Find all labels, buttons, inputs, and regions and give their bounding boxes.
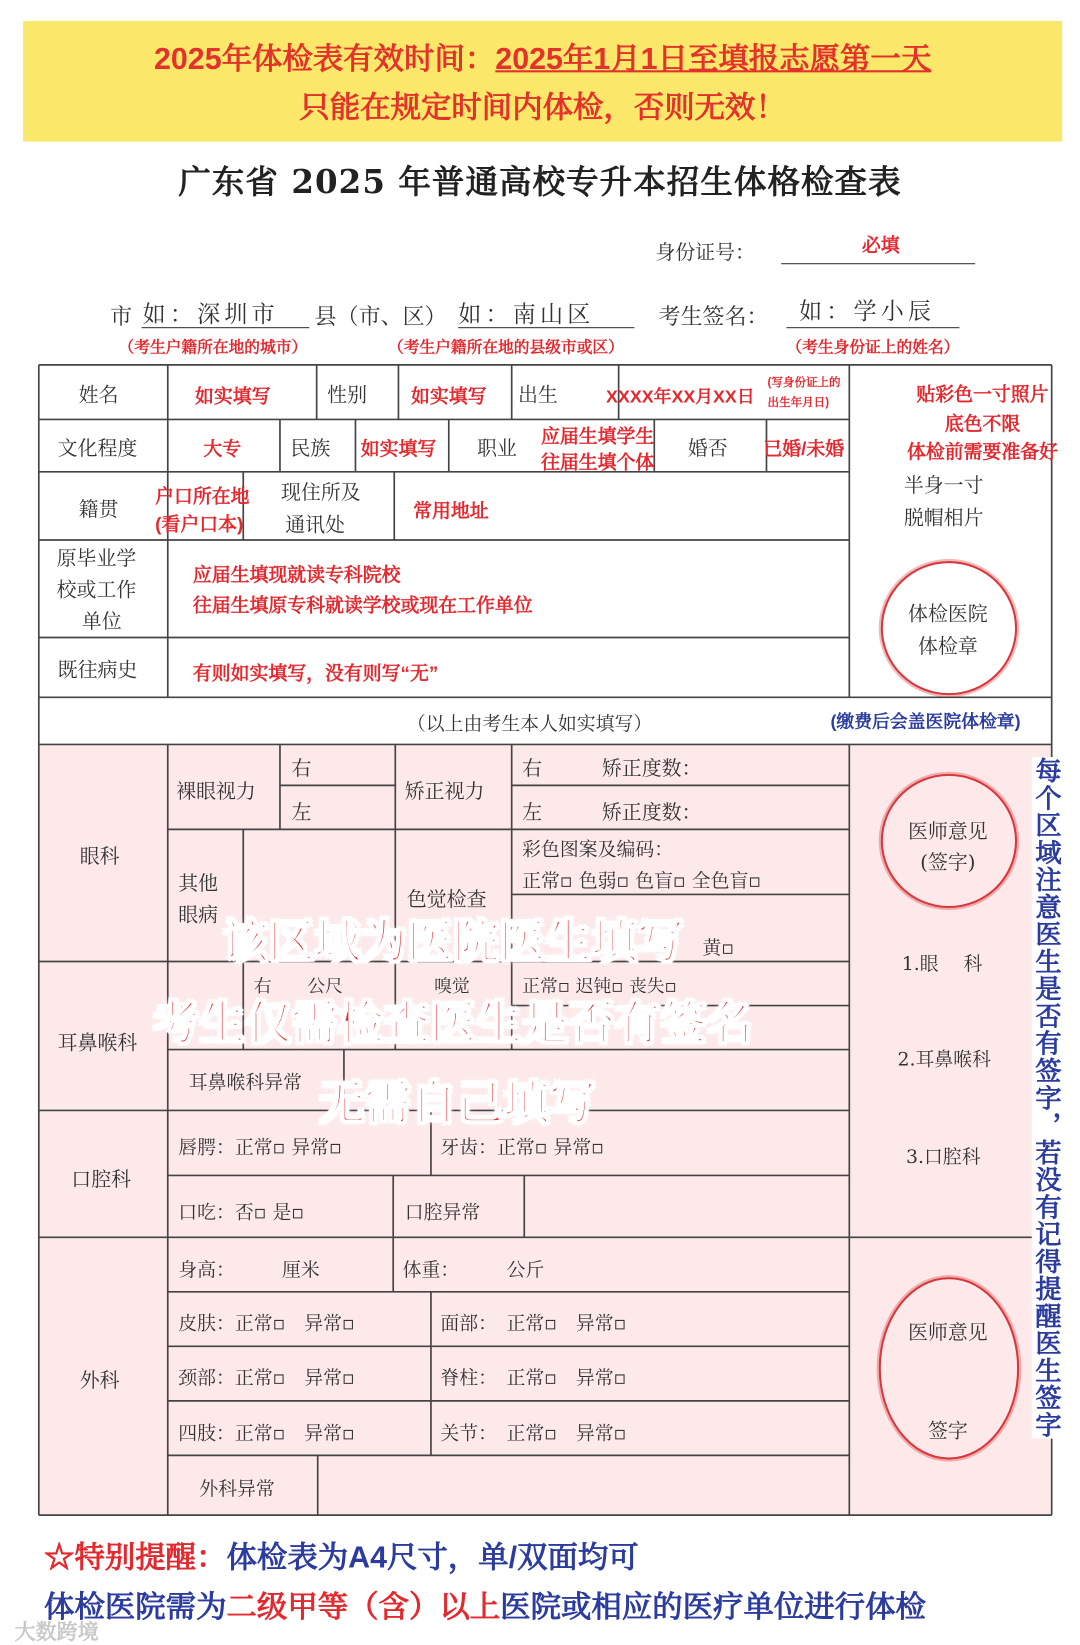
city-hint: （考生户籍所在地的城市） bbox=[118, 338, 308, 357]
city-value: 如：深圳市 bbox=[142, 301, 279, 329]
color-vision-label: 色觉检查 bbox=[406, 888, 487, 912]
sign-value: 如：学小辰 bbox=[798, 298, 936, 326]
limbs-options[interactable]: 四肢：正常▫ 异常▫ bbox=[178, 1422, 355, 1445]
name-label: 姓名 bbox=[78, 383, 119, 407]
hearing-label: 右 公尺 bbox=[253, 976, 343, 998]
corrected-vision-label: 矫正视力 bbox=[404, 780, 485, 804]
other-eye-label-2: 眼病 bbox=[178, 903, 219, 927]
surgery-doctor-sign: 签字 bbox=[927, 1419, 968, 1443]
photo-label: 半身一寸 bbox=[903, 473, 984, 498]
overlay-check-signature: 考生仅需检查医生是否有签名 bbox=[153, 998, 753, 1050]
spine-options[interactable]: 脊柱： 正常▫ 异常▫ bbox=[440, 1367, 627, 1390]
single-color-option[interactable]: 黄▫ bbox=[702, 937, 735, 960]
education-field[interactable]: 大专 bbox=[203, 438, 242, 460]
other-eye-label: 其他 bbox=[178, 872, 219, 896]
county-label: 县（市、区） bbox=[314, 304, 447, 330]
photo-hint: 贴彩色一寸照片 bbox=[916, 383, 1049, 405]
form-title: 广东省 2025 年普通高校专升本招生体格检查表 bbox=[178, 163, 902, 202]
face-options[interactable]: 面部： 正常▫ 异常▫ bbox=[440, 1312, 627, 1335]
dept-eye-label: 1.眼 科 bbox=[901, 953, 983, 976]
city-label: 市 bbox=[110, 304, 133, 330]
photo-label-2: 脱帽相片 bbox=[903, 506, 984, 530]
surgery-doctor-opinion: 医师意见 bbox=[908, 1321, 988, 1345]
ethnic-field[interactable]: 如实填写 bbox=[360, 438, 437, 460]
neck-options[interactable]: 颈部：正常▫ 异常▫ bbox=[178, 1367, 355, 1390]
overlay-no-self-fill: 无需自己填写 bbox=[318, 1077, 596, 1130]
id-hint: 必填 bbox=[861, 234, 900, 256]
ent-section-label: 耳鼻喉科 bbox=[57, 1031, 138, 1055]
watermark-logo: 大数跨境 bbox=[14, 1621, 99, 1645]
history-field[interactable]: 有则如实填写，没有则写“无” bbox=[192, 662, 439, 684]
oral-section-label: 口腔科 bbox=[71, 1168, 132, 1192]
surgery-section-label: 外科 bbox=[79, 1369, 120, 1393]
oral-abnormal-label: 口腔异常 bbox=[404, 1201, 481, 1224]
surgery-abnormal-label: 外科异常 bbox=[199, 1478, 275, 1501]
doctor-opinion-label: 医师意见 bbox=[908, 819, 988, 844]
color-pattern-label: 彩色图案及编码： bbox=[522, 838, 674, 861]
name-field[interactable]: 如实填写 bbox=[195, 385, 271, 407]
county-hint: （考生户籍所在地的县级市或区） bbox=[387, 338, 624, 357]
hospital-stamp-circle bbox=[881, 561, 1017, 695]
birth-note: (写身份证上的 bbox=[767, 376, 841, 390]
eye-section-label: 眼科 bbox=[79, 845, 120, 869]
color-options[interactable]: 正常▫ 色弱▫ 色盲▫ 全色盲▫ bbox=[522, 870, 762, 893]
school-hint-current[interactable]: 应届生填现就读专科院校 bbox=[192, 564, 401, 586]
reminder-text: 体检表为A4尺寸，单/双面均可 bbox=[226, 1541, 639, 1575]
smell-options[interactable]: 正常▫ 迟钝▫ 丧失▫ bbox=[522, 976, 677, 998]
school-label: 原毕业学 bbox=[56, 547, 137, 571]
footer-reminder bbox=[44, 1534, 639, 1577]
job-hint-current[interactable]: 应届生填学生 bbox=[541, 425, 655, 447]
address-label-2: 通讯处 bbox=[285, 513, 345, 537]
banner-prefix: 2025年体检表有效时间： bbox=[153, 42, 496, 77]
hospital-stamp-text-2: 体检章 bbox=[917, 635, 978, 659]
ent-abnormal-label: 耳鼻喉科异常 bbox=[188, 1071, 302, 1094]
footer-hospital bbox=[44, 1583, 926, 1626]
marriage-field[interactable]: 已婚/未婚 bbox=[763, 438, 845, 460]
teeth-options[interactable]: 牙齿：正常▫ 异常▫ bbox=[440, 1136, 605, 1159]
weight-field[interactable]: 体重： 公斤 bbox=[402, 1259, 545, 1282]
ethnic-label: 民族 bbox=[290, 437, 331, 461]
school-hint-previous[interactable]: 往届生填原专科就读学校或现在工作单位 bbox=[192, 594, 533, 616]
naked-right-label: 右 bbox=[291, 757, 312, 781]
reminder-label: ☆特别提醒： bbox=[44, 1541, 227, 1575]
stutter-options[interactable]: 口吃：否▫ 是▫ bbox=[178, 1201, 305, 1224]
dept-oral-label: 3.口腔科 bbox=[905, 1146, 981, 1169]
height-field[interactable]: 身高： 厘米 bbox=[178, 1259, 320, 1282]
county-value: 如：南山区 bbox=[458, 301, 595, 329]
hospital-suffix: 医院或相应的医疗单位进行体检 bbox=[500, 1590, 926, 1625]
gender-field[interactable]: 如实填写 bbox=[411, 385, 487, 407]
banner-line2: 只能在规定时间内体检，否则无效！ bbox=[299, 91, 786, 125]
naked-vision-label: 裸眼视力 bbox=[176, 780, 256, 804]
doctor-sign-label: (签字) bbox=[920, 851, 976, 875]
job-label: 职业 bbox=[477, 437, 517, 461]
school-label-3: 单位 bbox=[81, 610, 122, 634]
id-label: 身份证号： bbox=[655, 241, 755, 265]
gender-label: 性别 bbox=[327, 383, 368, 407]
photo-hint-2: 底色不限 bbox=[944, 413, 1021, 435]
address-label: 现住所及 bbox=[281, 481, 361, 505]
stamp-note: (缴费后会盖医院体检章) bbox=[830, 707, 1020, 733]
corrected-left-label: 左 矫正度数： bbox=[522, 801, 702, 825]
joints-options[interactable]: 关节： 正常▫ 异常▫ bbox=[440, 1422, 627, 1445]
photo-hint-3: 体检前需要准备好 bbox=[906, 441, 1058, 463]
birth-field[interactable]: XXXX年XX月XX日 bbox=[606, 386, 755, 407]
self-fill-note: （以上由考生本人如实填写） bbox=[406, 713, 653, 736]
school-label-2: 校或工作 bbox=[56, 578, 137, 602]
dept-ent-label: 2.耳鼻喉科 bbox=[897, 1048, 992, 1071]
address-field[interactable]: 常用地址 bbox=[413, 500, 489, 522]
banner-date-range: 2025年1月1日至填报志愿第一天 bbox=[495, 42, 932, 77]
history-label: 既往病史 bbox=[57, 658, 138, 682]
marriage-label: 婚否 bbox=[687, 437, 728, 461]
sign-hint: （考生身份证上的姓名） bbox=[786, 338, 960, 357]
hospital-prefix: 体检医院需为 bbox=[44, 1590, 227, 1625]
birth-label: 出生 bbox=[517, 383, 558, 407]
lips-options[interactable]: 唇腭：正常▫ 异常▫ bbox=[178, 1136, 342, 1159]
naked-left-label: 左 bbox=[291, 801, 312, 825]
sign-label: 考生签名： bbox=[658, 304, 769, 330]
overlay-doctor-fill: 该区域为医院医生填写 bbox=[222, 916, 684, 968]
smell-label: 嗅觉 bbox=[434, 976, 470, 998]
skin-options[interactable]: 皮肤：正常▫ 异常▫ bbox=[178, 1312, 355, 1335]
job-hint-previous[interactable]: 往届生填个体 bbox=[541, 451, 655, 473]
hospital-stamp-text: 体检医院 bbox=[908, 602, 988, 626]
hospital-level: 二级甲等（含）以上 bbox=[226, 1590, 501, 1625]
education-label: 文化程度 bbox=[57, 437, 138, 461]
origin-field[interactable]: 户口所在地 bbox=[155, 485, 250, 507]
corrected-right-label: 右 矫正度数： bbox=[522, 757, 702, 781]
origin-label: 籍贯 bbox=[78, 498, 119, 522]
side-note-signature: 每个区域注意医生是否有签字，若没有记得提醒医生签字 bbox=[1031, 757, 1062, 1439]
birth-note-2: 出生年月日) bbox=[767, 396, 830, 409]
origin-hint: (看户口本) bbox=[155, 513, 244, 535]
